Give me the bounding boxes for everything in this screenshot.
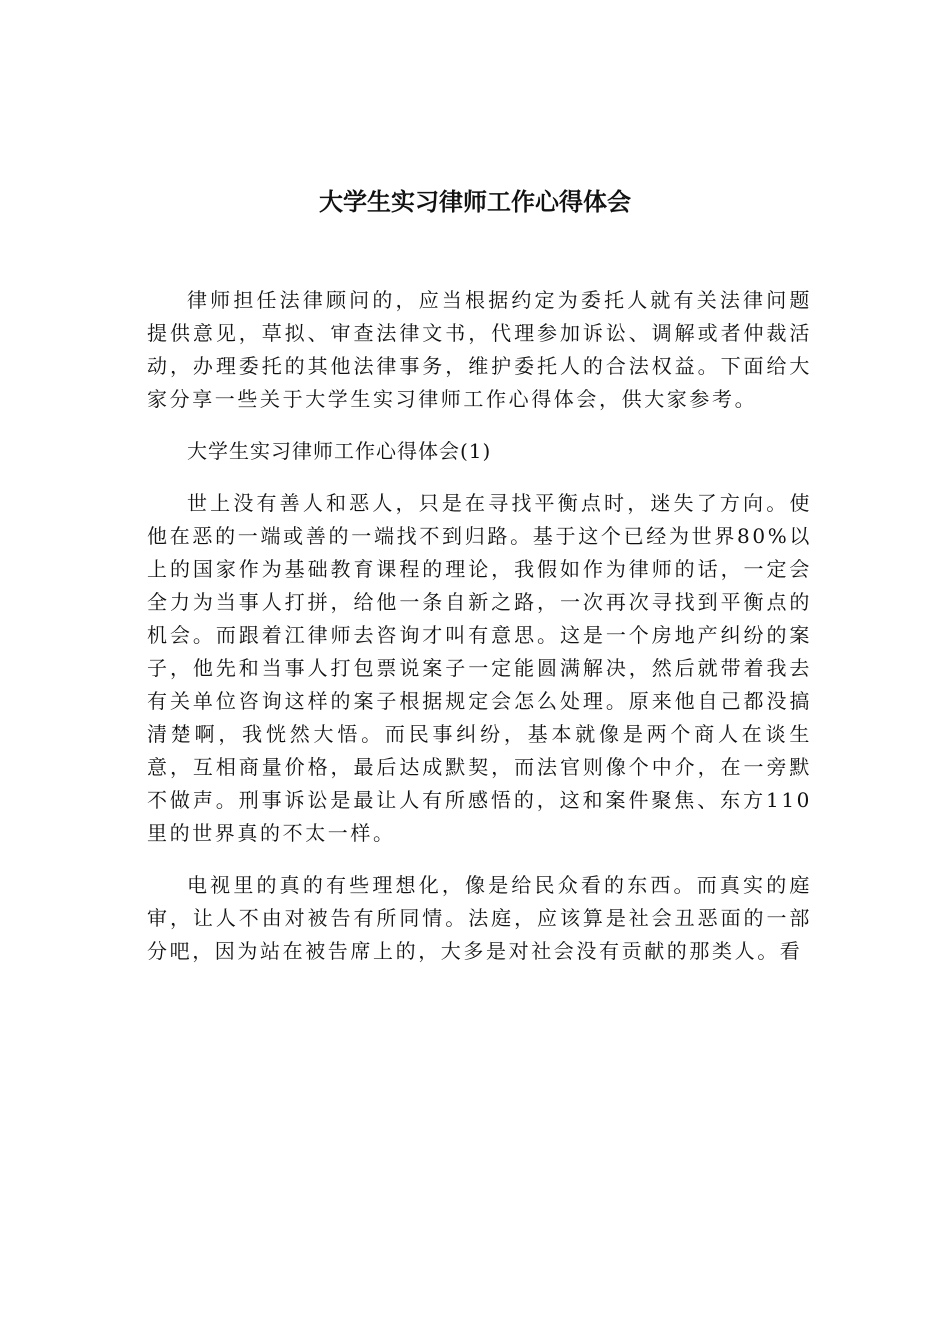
body-paragraph: 电视里的真的有些理想化，像是给民众看的东西。而真实的庭审，让人不由对被告有所同情。法庭，应该算是社会丑恶面的一部分吧，因为站在被告席上的，大多是对社会没有贡献的那类人。看	[147, 873, 812, 963]
section-heading: 大学生实习律师工作心得体会(1)	[187, 439, 492, 463]
document-body	[147, 284, 812, 968]
document-title: 大学生实习律师工作心得体会	[319, 188, 631, 216]
intro-paragraph: 律师担任法律顾问的，应当根据约定为委托人就有关法律问题提供意见，草拟、审查法律文书，代理参加诉讼、调解或者仲裁活动，办理委托的其他法律事务，维护委托人的合法权益。下面给大家分享一些关于大学生实习律师工作心得体会，供大家参考。	[147, 288, 812, 411]
body-paragraph: 世上没有善人和恶人，只是在寻找平衡点时，迷失了方向。使他在恶的一端或善的一端找不到归路。基于这个已经为世界80%以上的国家作为基础教育课程的理论，我假如作为律师的话，一定会全力为当事人打拼，给他一条自新之路，一次再次寻找到平衡点的机会。而跟着江律师去咨询才叫有意思。这是一个房地产纠纷的案子，他先和当事人打包票说案子一定能圆满解决，然后就带着我去有关单位咨询这样的案子根据规定会怎么处理。原来他自己都没搞清楚啊，我恍然大悟。而民事纠纷，基本就像是两个商人在谈生意，互相商量价格，最后达成默契，而法官则像个中介，在一旁默不做声。刑事诉讼是最让人有所感悟的，这和案件聚焦、东方110里的世界真的不太一样。	[147, 491, 812, 845]
